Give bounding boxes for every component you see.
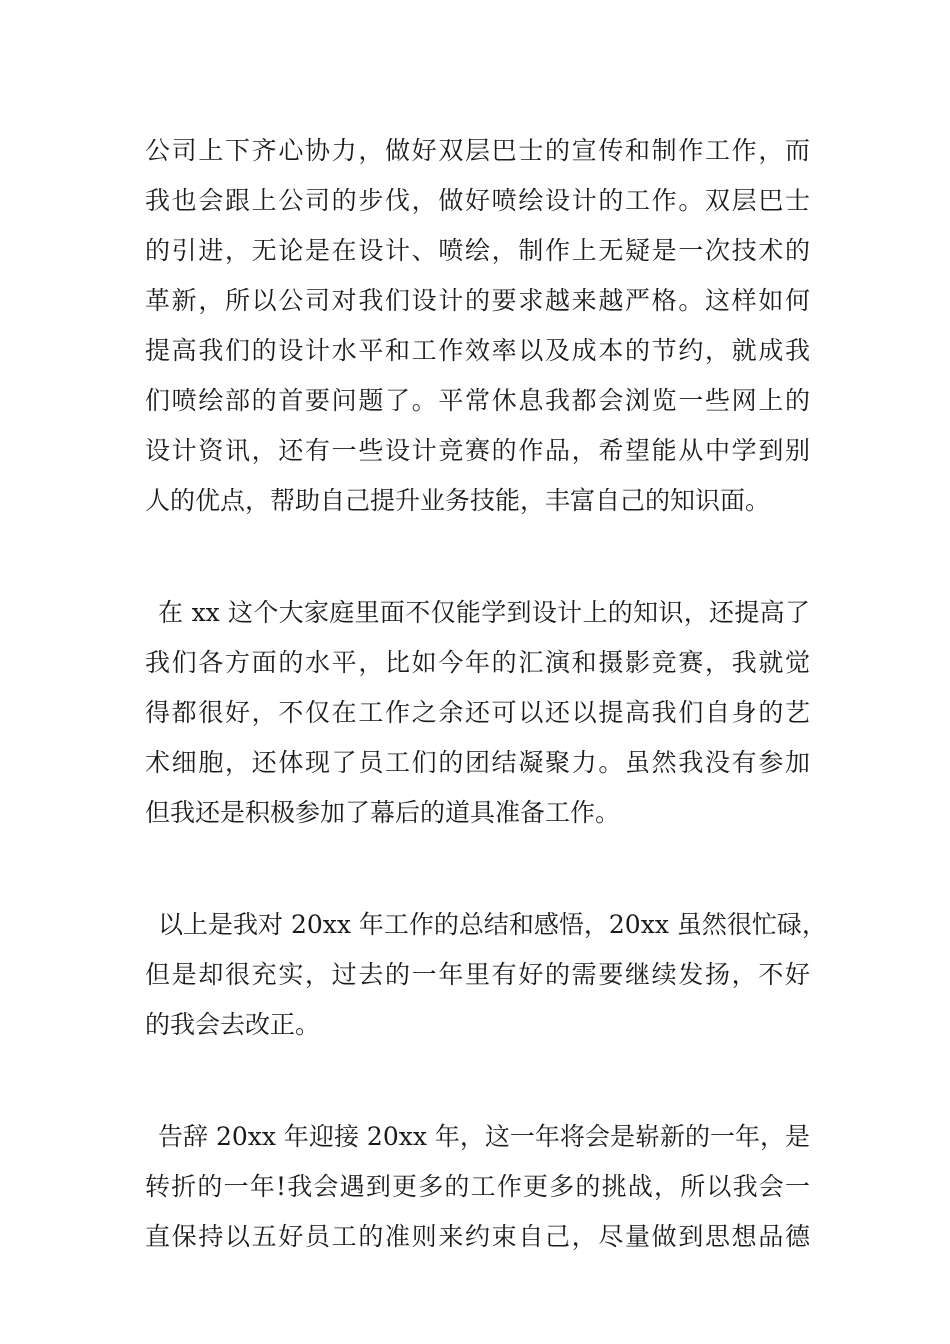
paragraph-4 [145,1112,810,1262]
text-line: 在 xx 这个大家庭里面不仅能学到设计上的知识，还提高了 [158,598,810,627]
paragraph-gap [145,1050,810,1112]
paragraph-2 [145,588,810,838]
text-line: 设计资讯，还有一些设计竞赛的作品，希望能从中学到别 [145,436,810,465]
text-line: 们喷绘部的首要问题了。平常休息我都会浏览一些网上的 [145,386,810,415]
document-body [145,126,827,1262]
text-line: 术细胞，还体现了员工们的团结凝聚力。虽然我没有参加 [145,748,810,777]
text-line: 我们各方面的水平，比如今年的汇演和摄影竞赛，我就觉 [145,648,810,677]
text-line: 革新，所以公司对我们设计的要求越来越严格。这样如何 [145,286,810,315]
text-line: 但是却很充实，过去的一年里有好的需要继续发扬，不好 [145,960,810,989]
paragraph-3 [145,900,827,1050]
paragraph-gap [145,838,810,900]
text-line: 直保持以五好员工的准则来约束自己，尽量做到思想品德 [145,1222,810,1251]
text-line: 告辞 20xx 年迎接 20xx 年，这一年将会是崭新的一年，是 [158,1122,810,1151]
text-line: 的我会去改正。 [145,1010,321,1039]
paragraph-1 [145,126,810,526]
text-line: 得都很好，不仅在工作之余还可以还以提高我们自身的艺 [145,698,810,727]
text-line: 提高我们的设计水平和工作效率以及成本的节约，就成我 [145,336,810,365]
text-line: 的引进，无论是在设计、喷绘，制作上无疑是一次技术的 [145,236,810,265]
text-line: 转折的一年!我会遇到更多的工作更多的挑战，所以我会一 [145,1172,810,1201]
text-line: 公司上下齐心协力，做好双层巴士的宣传和制作工作，而 [145,136,810,165]
text-line: 人的优点，帮助自己提升业务技能，丰富自己的知识面。 [145,486,771,515]
text-line: 我也会跟上公司的步伐，做好喷绘设计的工作。双层巴士 [145,186,810,215]
text-line: 但我还是积极参加了幕后的道具准备工作。 [145,798,621,827]
text-line: 以上是我对 20xx 年工作的总结和感悟，20xx 虽然很忙碌， [158,910,827,939]
paragraph-gap [145,526,810,588]
